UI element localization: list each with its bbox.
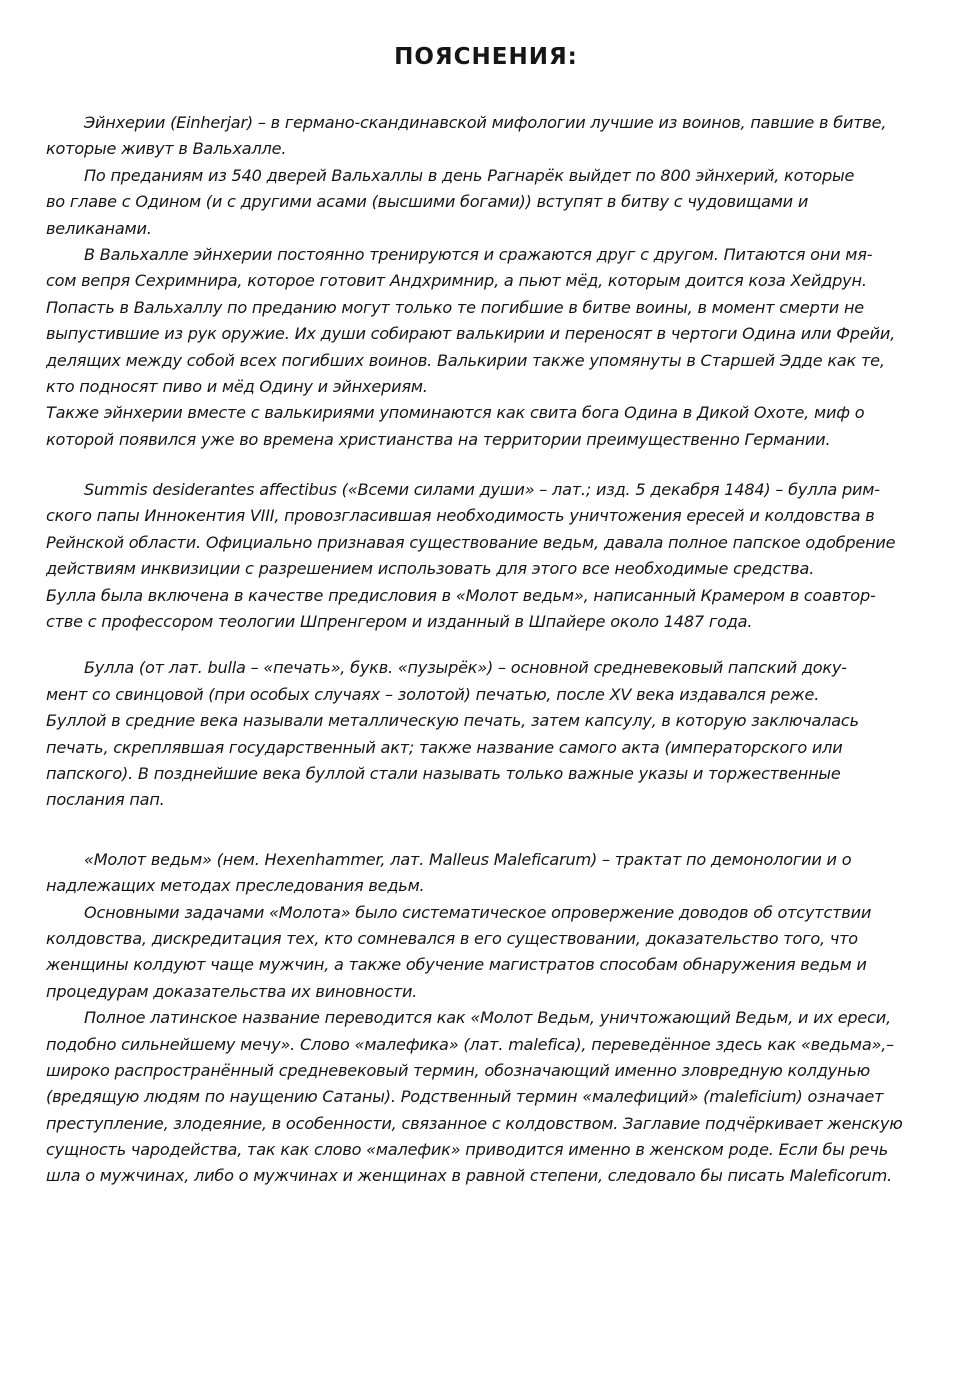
text-line: делящих между собой всех погибших воинов. Валькирии также упомянуты в Старшей Эдде как те, (46, 350, 885, 370)
text-line: папского). В позднейшие века буллой стали называть только важные указы и торжественные (46, 763, 841, 783)
text-line: Полное латинское название переводится как «Молот Ведьм, уничтожающий Ведьм, и их ереси, (84, 1008, 891, 1028)
text-line: печать, скреплявшая государственный акт; также название самого акта (императорского или (46, 737, 843, 757)
text-line: «Молот ведьм» (нем. Hexenhammer, лат. Malleus Maleficarum) – трактат по демонологии и о (84, 849, 852, 869)
text-line: женщины колдуют чаще мужчин, а также обучение магистратов способам обнаружения ведьм и (46, 955, 867, 975)
note-section (46, 655, 934, 813)
page-title: ПОЯСНЕНИЯ: (394, 44, 578, 70)
section-gap (46, 635, 934, 655)
text-line: Также эйнхерии вместе с валькириями упоминаются как свита бога Одина в Дикой Охоте, миф о (46, 403, 865, 423)
text-line: В Вальхалле эйнхерии постоянно тренируются и сражаются друг с другом. Питаются они мя- (84, 244, 873, 264)
text-line: Summis desiderantes affectibus («Всеми силами души» – лат.; изд. 5 декабря 1484) – булла рим- (84, 480, 880, 500)
text-line: которые живут в Вальхалле. (46, 139, 287, 159)
section-gap (46, 814, 934, 847)
text-line: надлежащих методах преследования ведьм. (46, 876, 425, 896)
text-line: Булла была включена в качестве предисловия в «Молот ведьм», написанный Крамером в соавтор- (46, 585, 876, 605)
notes-body (46, 110, 934, 1190)
text-line: подобно сильнейшему мечу». Слово «малефика» (лат. malefica), переведённое здесь как «ведьма»,– (46, 1034, 895, 1054)
text-line: выпустившие из рук оружие. Их души собирают валькирии и переносят в чертоги Одина или Фрейи, (46, 324, 896, 344)
text-line: Эйнхерии (Einherjar) – в германо-скандинавской мифологии лучшие из воинов, павшие в битве, (84, 113, 887, 132)
text-line: преступление, злодеяние, в особенности, связанное с колдовством. Заглавие подчёркивает женскую (46, 1113, 903, 1133)
text-line: которой появился уже во времена христианства на территории преимущественно Германии. (46, 429, 831, 449)
section-gap (46, 453, 934, 477)
text-line: великанами. (46, 218, 152, 238)
text-line: По преданиям из 540 дверей Вальхаллы в день Рагнарёк выйдет по 800 эйнхерий, которые (84, 165, 855, 185)
text-line: действиям инквизиции с разрешением использовать для этого все необходимые средства. (46, 559, 815, 579)
text-line: широко распространённый средневековый термин, обозначающий именно зловредную колдунью (46, 1060, 870, 1080)
text-line: шла о мужчинах, либо о мужчинах и женщинах в равной степени, следовало бы писать Maleficorum. (46, 1166, 892, 1186)
text-line: ского папы Иннокентия VIII, провозгласившая необходимость уничтожения ересей и колдовства в (46, 506, 875, 526)
text-line: кто подносят пиво и мёд Одину и эйнхериям. (46, 376, 428, 396)
text-line: (вредящую людям по наущению Сатаны). Родственный термин «малефиций» (maleficium) означает (46, 1087, 884, 1107)
text-line: Булла (от лат. bulla – «печать», букв. «пузырёк») – основной средневековый папский доку- (84, 658, 847, 678)
text-line: Попасть в Вальхаллу по преданию могут только те погибшие в битве воины, в момент смерти не (46, 297, 864, 317)
note-section (46, 847, 934, 1190)
text-line: колдовства, дискредитация тех, кто сомневался в его существовании, доказательство того, что (46, 928, 858, 948)
note-section (46, 477, 934, 635)
text-line: мент со свинцовой (при особых случаях – золотой) печатью, после XV века издавался реже. (46, 684, 820, 704)
text-line: сущность чародейства, так как слово «малефик» приводится именно в женском роде. Если бы речь (46, 1140, 888, 1160)
text-line: процедурам доказательства их виновности. (46, 981, 418, 1001)
text-line: послания пап. (46, 790, 165, 810)
text-line: сом вепря Сехримнира, которое готовит Андхримнир, а пьют мёд, которым доится коза Хейдрун. (46, 271, 867, 291)
text-line: во главе с Одином (и с другими асами (высшими богами)) вступят в битву с чудовищами и (46, 192, 809, 212)
note-section (46, 110, 934, 453)
text-line: Основными задачами «Молота» было систематическое опровержение доводов об отсутствии (84, 902, 872, 922)
text-line: Рейнской области. Официально признавая существование ведьм, давала полное папское одобрение (46, 532, 896, 552)
text-line: стве с профессором теологии Шпренгером и изданный в Шпайере около 1487 года. (46, 612, 753, 632)
text-line: Буллой в средние века называли металлическую печать, затем капсулу, в которую заключалась (46, 711, 859, 731)
